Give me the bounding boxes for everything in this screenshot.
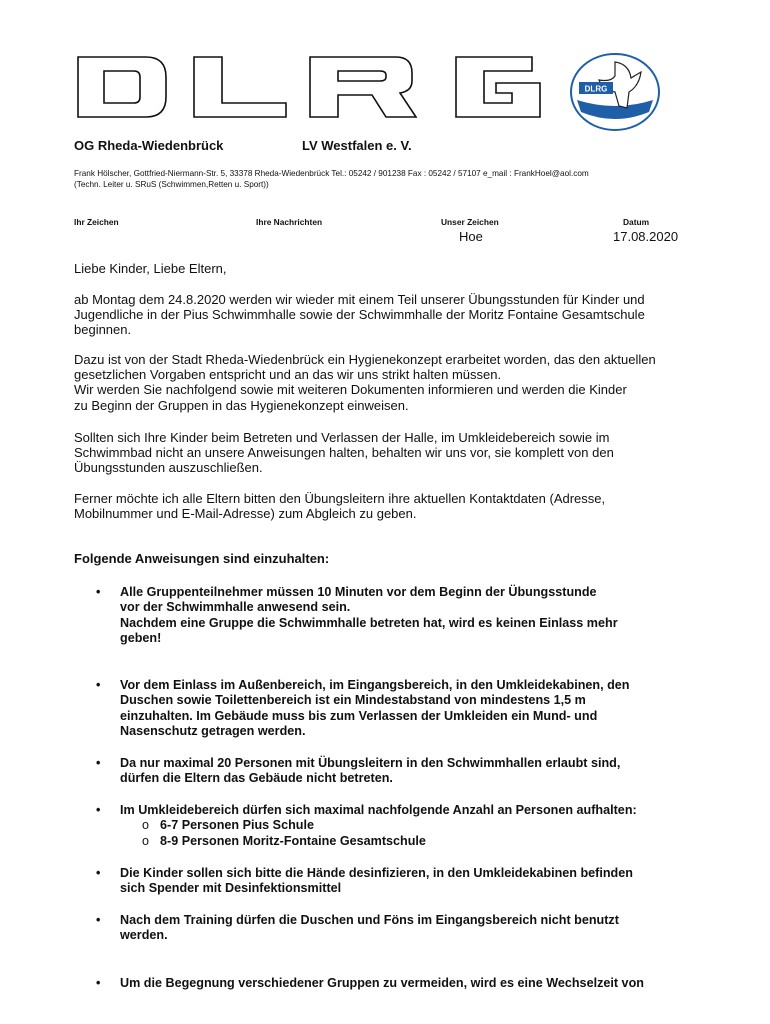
paragraph-2 [74,352,724,413]
local-group-name: OG Rheda-Wiedenbrück [74,138,224,153]
dlrg-eagle-emblem [569,52,661,132]
contact-line: (Techn. Leiter u. SRuS (Schwimmen,Retten u. Sport)) [74,180,269,189]
item-line: einzuhalten. Im Gebäude muss bis zum Verlassen der Umkleiden ein Mund- und [120,708,598,723]
bullet-icon: • [96,913,101,927]
bullet-icon: • [96,756,101,770]
item-line: Nasenschutz getragen werden. [120,724,306,739]
paragraph-line: Schwimmbad nicht an unsere Anweisungen halten, behalten wir uns vor, sie komplett von den [74,445,614,461]
paragraph-line: Mobilnummer und E-Mail-Adresse) zum Abgleich zu geben. [74,506,417,522]
item-line: Nach dem Training dürfen die Duschen und Föns im Eingangsbereich nicht benutzt [120,913,619,927]
greeting: Liebe Kinder, Liebe Eltern, [74,261,227,276]
unser-zeichen-value: Hoe [459,229,483,244]
paragraph-line: Dazu ist von der Stadt Rheda-Wiedenbrück ein Hygienekonzept erarbeitet worden, das den aktuellen [74,352,656,367]
item-line: Da nur maximal 20 Personen mit Übungsleitern in den Schwimmhallen erlaubt sind, [120,756,621,770]
emblem-label: DLRG [584,84,608,94]
item-line: Um die Begegnung verschiedener Gruppen zu vermeiden, wird es eine Wechselzeit von [120,976,644,990]
instruction-item [96,866,716,897]
instruction-item [96,976,716,991]
instruction-item [96,756,716,787]
paragraph-line: beginnen. [74,322,132,338]
paragraph-line: Übungsstunden auszuschließen. [74,460,263,476]
sub-bullet-icon: o [142,818,150,833]
item-line: Vor dem Einlass im Außenbereich, im Eingangsbereich, in den Umkleidekabinen, den [120,678,630,692]
bullet-icon: • [96,585,101,599]
paragraph-4 [74,491,724,521]
item-line: sich Spender mit Desinfektionsmittel [120,881,342,896]
contact-line: Frank Hölscher, Gottfried-Niermann-Str. 5, 33378 Rheda-Wiedenbrück Tel.: 05242 / 901238 Fax : 05242 / 57107 e_mail : FrankHoel@aol.com [74,169,589,178]
sub-item-text: 8-9 Personen Moritz-Fontaine Gesamtschule [160,833,426,848]
instruction-item [96,585,716,647]
bullet-icon: • [96,803,101,817]
item-line: werden. [120,928,168,943]
paragraph-line: zu Beginn der Gruppen in das Hygienekonzept einweisen. [74,397,409,413]
sub-item-text: 6-7 Personen Pius Schule [160,818,314,833]
paragraph-line: Wir werden Sie nachfolgend sowie mit weiteren Dokumenten informieren und werden die Kinder [74,382,627,398]
item-line: Die Kinder sollen sich bitte die Hände desinfizieren, in den Umkleidekabinen befinden [120,866,633,880]
logo-text-hidden: DLRG [76,55,79,56]
item-line: dürfen die Eltern das Gebäude nicht betreten. [120,771,393,786]
state-association-name: LV Westfalen e. V. [302,138,412,153]
dlrg-wordmark [76,55,544,119]
sub-item [142,834,716,849]
instruction-item [96,913,716,944]
ihr-zeichen-label: Ihr Zeichen [74,217,119,227]
instruction-item [96,678,716,740]
paragraph-line: Sollten sich Ihre Kinder beim Betreten und Verlassen der Halle, im Umkleidebereich sowie im [74,430,610,445]
datum-value: 17.08.2020 [613,229,679,244]
instructions-heading: Folgende Anweisungen sind einzuhalten: [74,551,330,566]
bullet-icon: • [96,866,101,880]
item-line: Im Umkleidebereich dürfen sich maximal nachfolgende Anzahl an Personen aufhalten: [120,803,637,817]
item-line: vor der Schwimmhalle anwesend sein. [120,600,351,615]
bullet-icon: • [96,976,101,990]
instruction-item [96,803,716,849]
sub-item [142,818,716,833]
paragraph-line: gesetzlichen Vorgaben entspricht und an das wir uns strikt halten müssen. [74,367,502,383]
item-line: Nachdem eine Gruppe die Schwimmhalle betreten hat, wird es keinen Einlass mehr [120,615,618,630]
ihre-nachrichten-label: Ihre Nachrichten [256,217,323,227]
paragraph-line: Jugendliche in der Pius Schwimmhalle sowie der Schwimmhalle der Moritz Fontaine Gesamtschule [74,307,645,323]
bullet-icon: • [96,678,101,692]
item-line: Alle Gruppenteilnehmer müssen 10 Minuten vor dem Beginn der Übungsstunde [120,585,597,599]
paragraph-1 [74,292,724,338]
paragraph-3 [74,430,724,476]
item-line: geben! [120,631,162,646]
contact-block [74,168,589,190]
paragraph-line: ab Montag dem 24.8.2020 werden wir wieder mit einem Teil unserer Übungsstunden für Kinder und [74,292,645,307]
sub-bullet-icon: o [142,833,150,848]
unser-zeichen-label: Unser Zeichen [441,217,499,227]
datum-label: Datum [623,217,650,227]
paragraph-line: Ferner möchte ich alle Eltern bitten den Übungsleitern ihre aktuellen Kontaktdaten (Adresse, [74,491,606,506]
item-line: Duschen sowie Toilettenbereich ist ein Mindestabstand von mindestens 1,5 m [120,693,586,708]
